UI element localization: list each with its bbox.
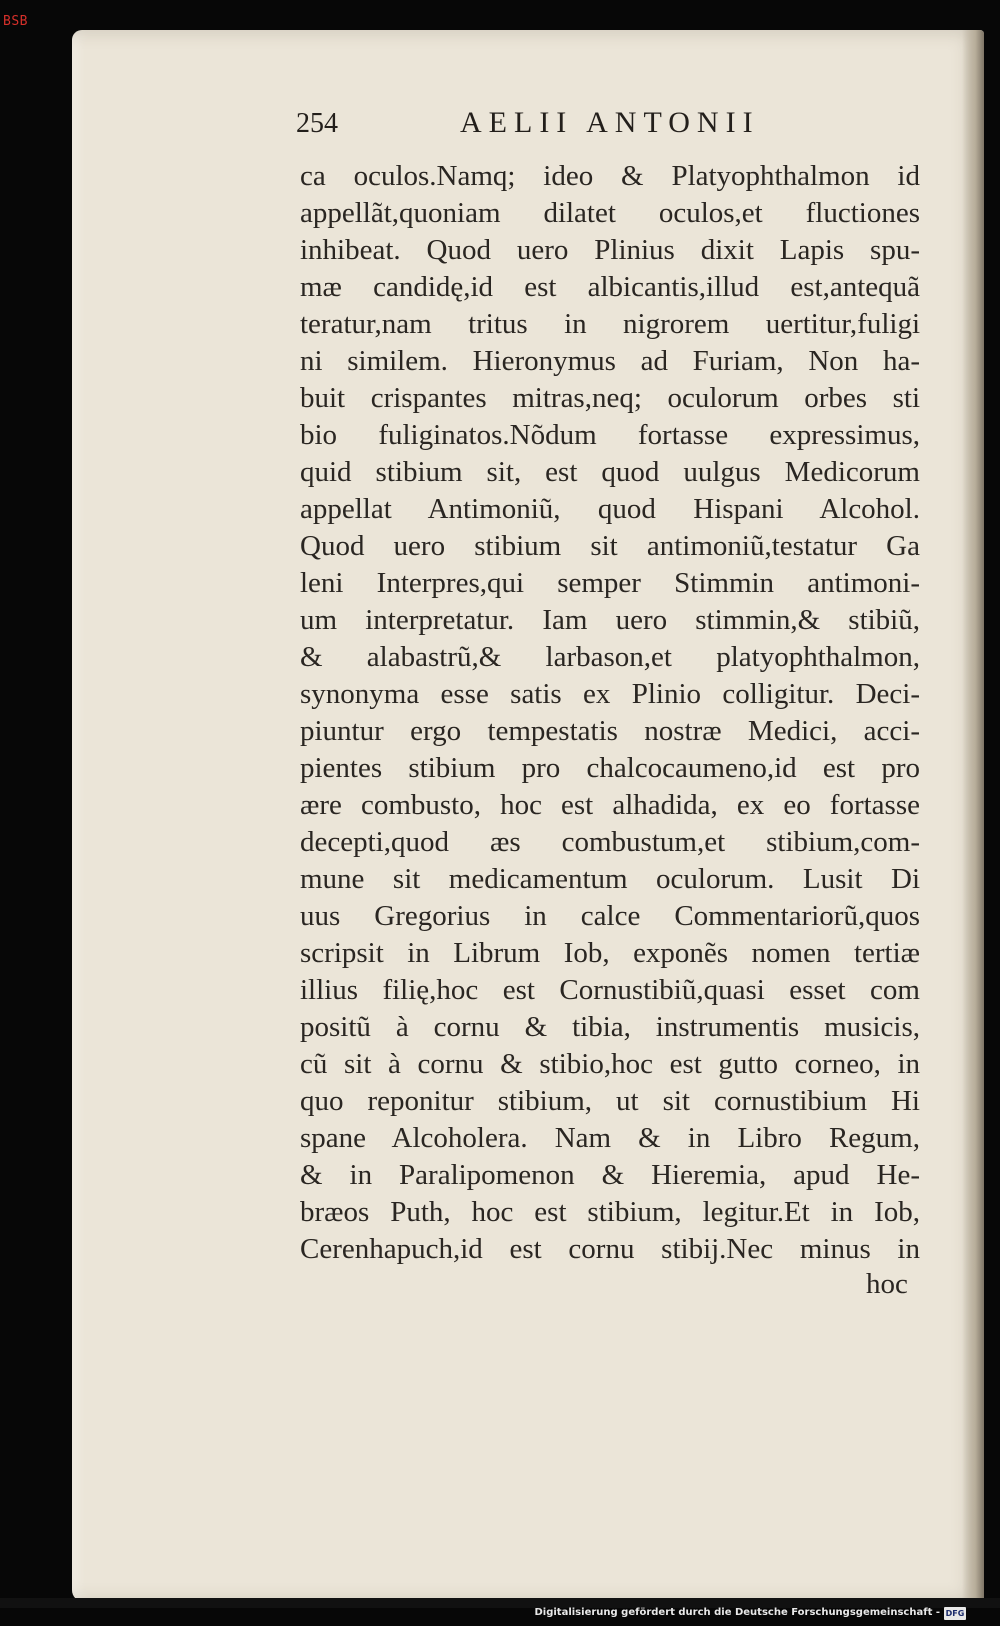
catchword: hoc	[866, 1268, 908, 1300]
page-number: 254	[296, 108, 338, 139]
text-line: mæ candidę,id est albicantis,illud est,antequã	[300, 271, 920, 303]
text-line: positũ à cornu & tibia, instrumentis musicis,	[300, 1011, 920, 1043]
text-line: appellat Antimoniũ, quod Hispani Alcohol.	[300, 493, 920, 525]
text-line: inhibeat. Quod uero Plinius dixit Lapis spu-	[300, 234, 920, 266]
text-line: quid stibium sit, est quod uulgus Medicorum	[300, 456, 920, 488]
text-line: ni similem. Hieronymus ad Furiam, Non ha-	[300, 345, 920, 377]
text-line: quo reponitur stibium, ut sit cornustibium Hi	[300, 1085, 920, 1117]
text-line: synonyma esse satis ex Plinio colligitur. Deci-	[300, 678, 920, 710]
text-line: leni Interpres,qui semper Stimmin antimoni-	[300, 567, 920, 599]
text-line: uus Gregorius in calce Commentariorũ,quos	[300, 900, 920, 932]
text-line: & alabastrũ,& larbason,et platyophthalmon,	[300, 641, 920, 673]
text-line: mune sit medicamentum oculorum. Lusit Di	[300, 863, 920, 895]
text-line: pientes stibium pro chalcocaumeno,id est pro	[300, 752, 920, 784]
text-line: spane Alcoholera. Nam & in Libro Regum,	[300, 1122, 920, 1154]
text-line: piuntur ergo tempestatis nostræ Medici, acci-	[300, 715, 920, 747]
dfg-logo-icon: DFG	[945, 1609, 965, 1618]
running-head	[296, 106, 796, 146]
text-line: & in Paralipomenon & Hieremia, apud He-	[300, 1159, 920, 1191]
text-line: ære combusto, hoc est alhadida, ex eo fortasse	[300, 789, 920, 821]
text-line: teratur,nam tritus in nigrorem uertitur,fuligi	[300, 308, 920, 340]
page-edge	[962, 30, 984, 1602]
body-text	[300, 158, 920, 1268]
text-line: illius filię,hoc est Cornustibiũ,quasi esset com	[300, 974, 920, 1006]
text-line: scripsit in Librum Iob, exponẽs nomen tertiæ	[300, 937, 920, 969]
text-line: bio fuliginatos.Nõdum fortasse expressimus,	[300, 419, 920, 451]
text-line: um interpretatur. Iam uero stimmin,& stibiũ,	[300, 604, 920, 636]
text-line: decepti,quod æs combustum,et stibium,com-	[300, 826, 920, 858]
text-line: Cerenhapuch,id est cornu stibij.Nec minus in	[300, 1233, 920, 1265]
text-line: buit crispantes mitras,neq; oculorum orbes sti	[300, 382, 920, 414]
text-line: bræos Puth, hoc est stibium, legitur.Et in Iob,	[300, 1196, 920, 1228]
funding-credit: Digitalisierung gefördert durch die Deutsche Forschungsgemeinschaft -	[534, 1607, 940, 1618]
text-line: cũ sit à cornu & stibio,hoc est gutto corneo, in	[300, 1048, 920, 1080]
bsb-watermark: BSB	[3, 14, 28, 29]
running-title: AELII ANTONII	[460, 106, 760, 139]
text-line: ca oculos.Namq; ideo & Platyophthalmon id	[300, 160, 920, 192]
text-line: Quod uero stibium sit antimoniũ,testatur Ga	[300, 530, 920, 562]
text-line: appellãt,quoniam dilatet oculos,et fluctiones	[300, 197, 920, 229]
